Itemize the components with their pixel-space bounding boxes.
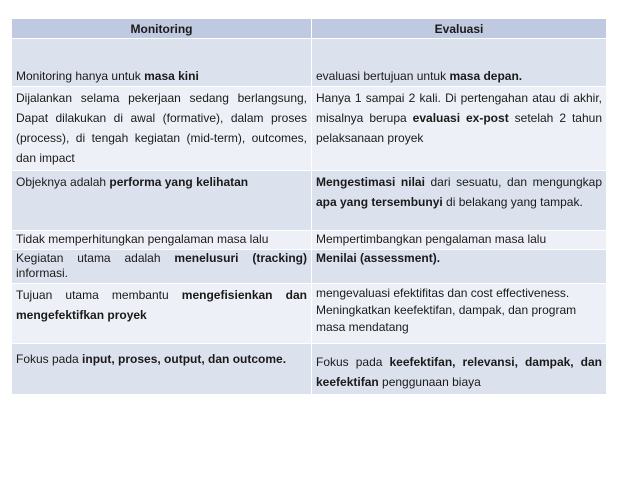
cell-text: evaluasi bertujuan untuk	[316, 69, 450, 83]
cell-text: dari sesuatu, dan mengungkap	[424, 175, 602, 189]
header-monitoring: Monitoring	[12, 19, 312, 39]
cell-text: Hanya 1 sampai 2 kali. Di pertengahan atau di akhir, misalnya berupa	[316, 91, 602, 125]
cell-text: di belakang yang tampak.	[442, 195, 583, 209]
evaluasi-cell	[312, 344, 607, 395]
bold-text: menelusuri (tracking)	[174, 251, 307, 265]
bold-text: performa yang kelihatan	[109, 175, 249, 189]
table-row	[12, 87, 607, 171]
evaluasi-cell	[312, 284, 607, 344]
cell-text: Objeknya adalah	[16, 175, 110, 189]
table-row	[12, 231, 607, 250]
comparison-table	[11, 18, 607, 395]
evaluasi-cell	[312, 231, 607, 250]
cell-text: Tujuan utama membantu	[16, 288, 182, 302]
bold-text: input, proses, output, dan outcome.	[82, 352, 287, 366]
monitoring-cell	[12, 250, 312, 284]
evaluasi-cell	[312, 171, 607, 231]
cell-text: Dijalankan selama pekerjaan sedang berlangsung, Dapat dilakukan di awal (formative), dalam proses (process), di tengah kegiatan (mid-term), outcomes, dan impact	[16, 91, 307, 165]
bold-text: mengefisienkan dan mengefektifkan proyek	[16, 288, 307, 322]
cell-text: Monitoring hanya untuk	[16, 69, 145, 83]
bold-text: masa depan.	[449, 69, 523, 83]
cell-text: setelah 2 tahun pelaksanaan proyek	[316, 111, 603, 145]
evaluasi-cell	[312, 39, 607, 87]
bold-text: Mengestimasi nilai	[316, 175, 425, 189]
cell-text: informasi.	[16, 266, 69, 280]
evaluasi-cell	[312, 250, 607, 284]
table-row	[12, 344, 607, 395]
table-row	[12, 284, 607, 344]
cell-text: Kegiatan utama adalah	[16, 251, 175, 265]
monitoring-cell	[12, 87, 312, 171]
cell-text: Fokus pada	[316, 355, 390, 369]
cell-text: mengevaluasi efektifitas dan cost effectiveness. Meningkatkan keefektifan, dampak, dan program masa mendatang	[316, 286, 577, 334]
cell-text: Tidak memperhitungkan pengalaman masa lalu	[16, 232, 269, 246]
bold-text: keefektifan, relevansi, dampak, dan keefektifan	[316, 355, 603, 389]
monitoring-cell	[12, 39, 312, 87]
table-row	[12, 39, 607, 87]
table-row	[12, 171, 607, 231]
table-row	[12, 250, 607, 284]
bold-text: Menilai (assessment).	[316, 251, 441, 265]
cell-text: Fokus pada	[16, 352, 83, 366]
cell-text: penggunaan biaya	[378, 375, 481, 389]
cell-text: Mempertimbangkan pengalaman masa lalu	[316, 232, 547, 246]
monitoring-cell	[12, 284, 312, 344]
bold-text: evaluasi ex-post	[412, 111, 509, 125]
header-row	[12, 19, 607, 39]
bold-text: apa yang tersembunyi	[316, 195, 443, 209]
bold-text: masa kini	[144, 69, 199, 83]
monitoring-cell	[12, 344, 312, 395]
header-evaluasi: Evaluasi	[312, 19, 607, 39]
monitoring-cell	[12, 171, 312, 231]
monitoring-cell	[12, 231, 312, 250]
evaluasi-cell	[312, 87, 607, 171]
